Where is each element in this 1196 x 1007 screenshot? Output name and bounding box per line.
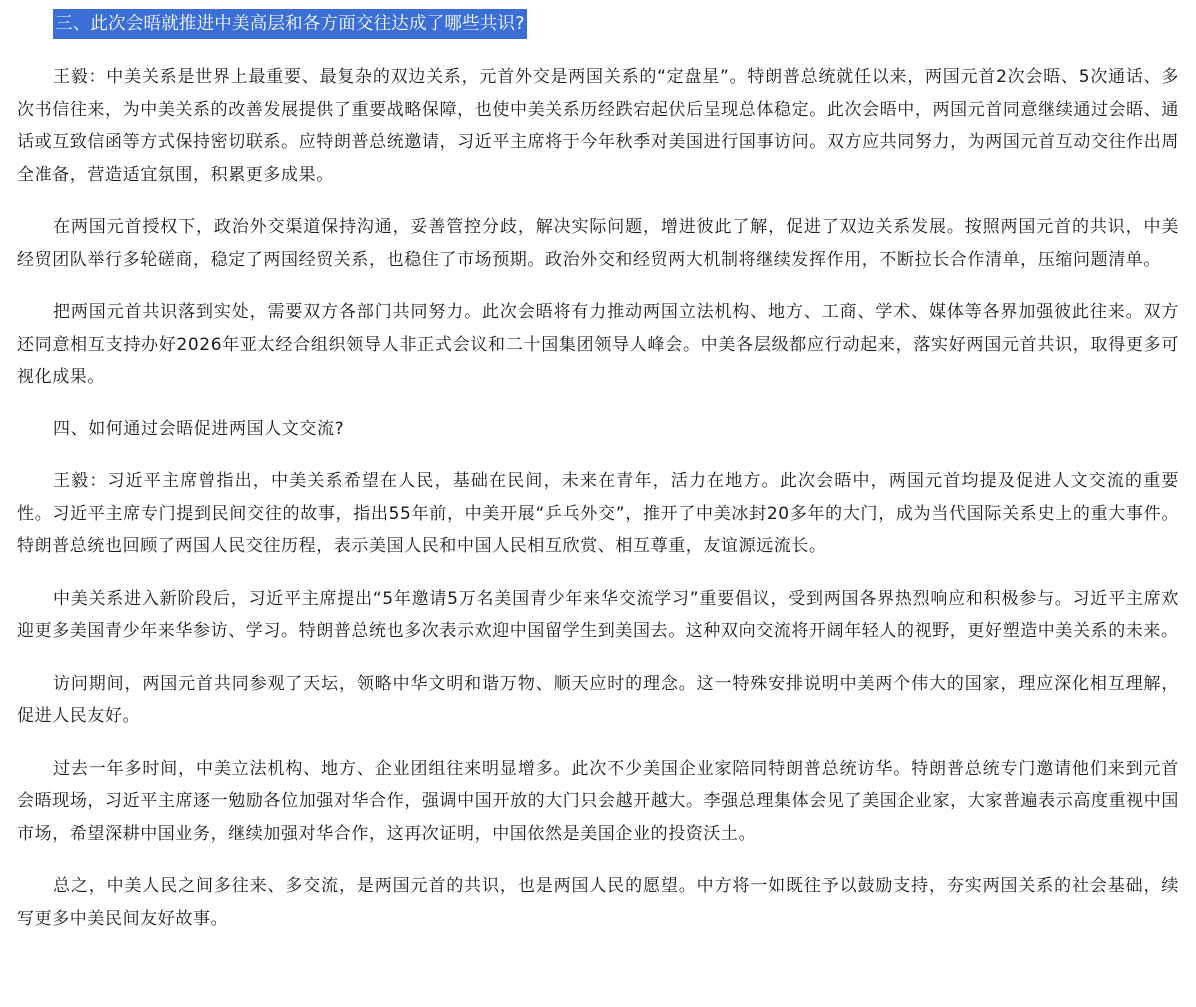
article-body [17, 9, 1179, 935]
section-4-paragraph-4: 过去一年多时间，中美立法机构、地方、企业团组往来明显增多。此次不少美国企业家陪同特朗普总统访华。特朗普总统专门邀请他们来到元首会晤现场，习近平主席逐一勉励各位加强对华合作，强调中国开放的大门只会越开越大。李强总理集体会见了美国企业家，大家普遍表示高度重视中国市场，希望深耕中国业务，继续加强对华合作，这再次证明，中国依然是美国企业的投资沃土。 [17, 758, 1179, 844]
section-4-heading: 四、如何通过会晤促进两国人文交流? [53, 418, 345, 439]
section-4-paragraph-5: 总之，中美人民之间多往来、多交流，是两国元首的共识，也是两国人民的愿望。中方将一如既往予以鼓励支持，夯实两国关系的社会基础，续写更多中美民间友好故事。 [17, 876, 1179, 929]
section-4-paragraph-3: 访问期间，两国元首共同参观了天坛，领略中华文明和谐万物、顺天应时的理念。这一特殊安排说明中美两个伟大的国家，理应深化相互理解，促进人民友好。 [17, 673, 1179, 726]
section-4-paragraph-1: 王毅：习近平主席曾指出，中美关系希望在人民，基础在民间，未来在青年，活力在地方。此次会晤中，两国元首均提及促进人文交流的重要性。习近平主席专门提到民间交往的故事，指出55年前，中美开展“乒乓外交”，推开了中美冰封20多年的大门，成为当代国际关系史上的重大事件。特朗普总统也回顾了两国人民交往历程，表示美国人民和中国人民相互欣赏、相互尊重，友谊源远流长。 [17, 471, 1179, 556]
section-3-heading: 三、此次会晤就推进中美高层和各方面交往达成了哪些共识? [53, 9, 527, 39]
section-3-paragraph-1: 王毅：中美关系是世界上最重要、最复杂的双边关系，元首外交是两国关系的“定盘星”。特朗普总统就任以来，两国元首2次会晤、5次通话、多次书信往来，为中美关系的改善发展提供了重要战略保障，也使中美关系历经跌宕起伏后呈现总体稳定。此次会晤中，两国元首同意继续通过会晤、通话或互致信函等方式保持密切联系。应特朗普总统邀请，习近平主席将于今年秋季对美国进行国事访问。双方应共同努力，为两国元首互动交往作出周全准备，营造适宜氛围，积累更多成果。 [17, 67, 1179, 185]
section-4-paragraph-2: 中美关系进入新阶段后，习近平主席提出“5年邀请5万名美国青少年来华交流学习”重要倡议，受到两国各界热烈响应和积极参与。习近平主席欢迎更多美国青少年来华参访、学习。特朗普总统也多次表示欢迎中国留学生到美国去。这种双向交流将开阔年轻人的视野，更好塑造中美关系的未来。 [17, 588, 1179, 641]
section-3-paragraph-2: 在两国元首授权下，政治外交渠道保持沟通，妥善管控分歧，解决实际问题，增进彼此了解，促进了双边关系发展。按照两国元首的共识，中美经贸团队举行多轮磋商，稳定了两国经贸关系，也稳住了市场预期。政治外交和经贸两大机制将继续发挥作用，不断拉长合作清单，压缩问题清单。 [17, 217, 1179, 270]
section-3-paragraph-3: 把两国元首共识落到实处，需要双方各部门共同努力。此次会晤将有力推动两国立法机构、地方、工商、学术、媒体等各界加强彼此往来。双方还同意相互支持办好2026年亚太经合组织领导人非正式会议和二十国集团领导人峰会。中美各层级都应行动起来，落实好两国元首共识，取得更多可视化成果。 [17, 302, 1179, 387]
